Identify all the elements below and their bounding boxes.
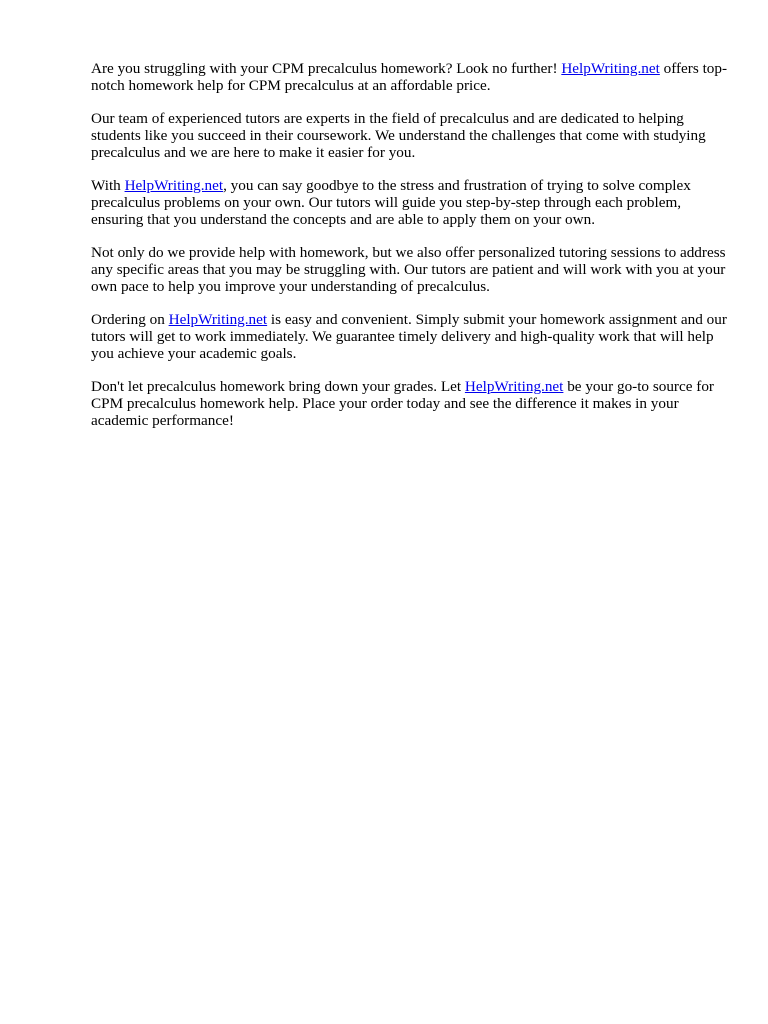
paragraph-with [91,177,731,228]
paragraph-text: Ordering on [91,311,169,328]
helpwriting-link[interactable]: HelpWriting.net [168,311,268,328]
paragraph-intro [91,60,731,94]
helpwriting-link[interactable]: HelpWriting.net [464,378,564,395]
paragraph-team: Our team of experienced tutors are experts in the field of precalculus and are dedicated to helping students like you succeed in their coursework. We understand the challenges that come with studying precalculus and we are here to make it easier for you. [91,110,706,161]
paragraph-text: , you can say goodbye to the stress and frustration of trying to solve complex precalculus problems on your own. Our tutors will guide you step-by-step through each problem, ensuring that you understand the concepts and are able to apply them on your own. [91,177,691,228]
helpwriting-link[interactable]: HelpWriting.net [124,177,224,194]
document-body [91,60,731,445]
paragraph-text: With [91,177,125,194]
paragraph-tutoring: Not only do we provide help with homework, but we also offer personalized tutoring sessions to address any specific areas that you may be struggling with. Our tutors are patient and will work with you at your own pace to help you improve your understanding of precalculus. [91,244,726,295]
helpwriting-link[interactable]: HelpWriting.net [561,60,660,77]
paragraph-closing [91,378,731,429]
paragraph-text: be your go-to source for CPM precalculus homework help. Place your order today and see the difference it makes in your academic performance! [91,378,714,429]
paragraph-text: offers top-notch homework help for CPM precalculus at an affordable price. [91,60,728,94]
paragraph-text: is easy and convenient. Simply submit your homework assignment and our tutors will get to work immediately. We guarantee timely delivery and high-quality work that will help you achieve your academic goals. [91,311,727,362]
paragraph-ordering [91,311,731,362]
paragraph-text: Don't let precalculus homework bring down your grades. Let [91,378,465,395]
paragraph-text: Are you struggling with your CPM precalculus homework? Look no further! [91,60,562,77]
